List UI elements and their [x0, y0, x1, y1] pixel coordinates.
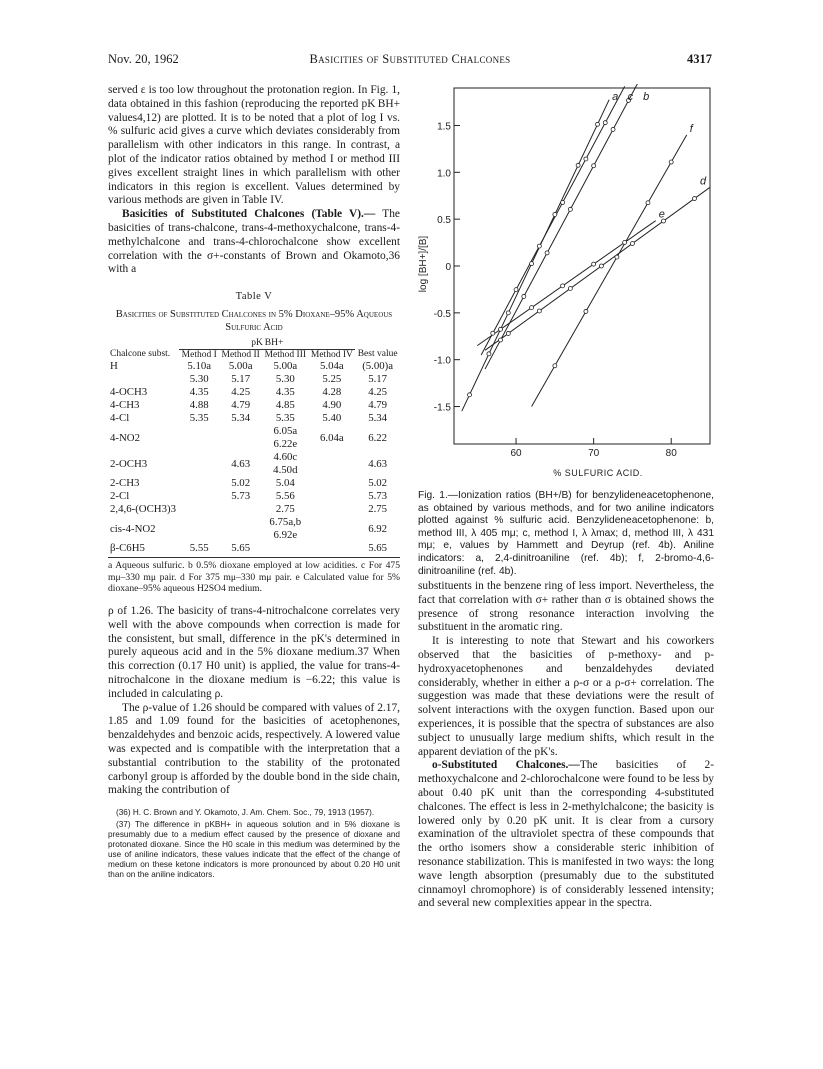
table-cell-subvalue: 4.50d [273, 464, 298, 477]
table-header-cell: Method II [221, 349, 260, 360]
table-cell-value: 4.63 [368, 457, 388, 470]
table-header-cell: Method III [264, 349, 307, 360]
y-tick-label: -0.5 [433, 308, 451, 320]
table-cell-subvalue: 6.75a,b [269, 516, 302, 529]
table-row [108, 503, 400, 516]
table-cell-substituent: 2-OCH3 [110, 457, 148, 470]
data-point-b [545, 251, 549, 255]
table-rule [108, 557, 400, 558]
table-footnote: a Aqueous sulfuric. b 0.5% dioxane employed at low acidities. c For 475 mμ–330 mμ pair. d For 375 mμ–330 mμ pair. e Calculated value for 5% dioxane–95% aqueous H2SO4 medium. [108, 560, 400, 595]
table-cell-substituent: 2-Cl [110, 490, 130, 503]
table-cell-value: 5.17 [368, 373, 388, 386]
table-cell-value [308, 503, 355, 516]
y-tick-label: -1.0 [433, 355, 451, 367]
table-header-row [108, 349, 400, 360]
line-label-e: e [658, 208, 665, 221]
table-row [108, 386, 400, 399]
line-label-f: f [689, 122, 693, 135]
x-tick-label: 80 [665, 448, 677, 459]
data-point-a [530, 262, 534, 266]
table-cell-value: 5.65 [231, 542, 251, 555]
table-cell-value [262, 542, 308, 555]
table-row [108, 412, 400, 425]
y-tick-label: 1.5 [437, 121, 451, 133]
table-cell-substituent: 2,4,6-(OCH3)3 [110, 503, 176, 516]
header-title: Basicities of Substituted Chalcones [309, 52, 511, 66]
footnote-37: (37) The difference in pKBH+ in aqueous solution and in 5% dioxane is presumably due to a medium effect caused by the presence of dioxane and protonated dioxane. Since the H0 scale in this medium was determined by the use of aniline indicators, these values indicate that the effect of the change of medium on these ketone indicators is more pronounced by about 0.20 H0 unit than on the aniline indicators. [108, 820, 400, 880]
table-cell-value [179, 425, 219, 451]
data-point-b [568, 207, 572, 211]
data-point-b [499, 338, 503, 342]
line-label-a: a [612, 91, 619, 103]
table-cell-value: 5.34 [368, 412, 388, 425]
series-line-a [462, 100, 609, 412]
left-paragraph-3: ρ of 1.26. The basicity of trans-4-nitrochalcone correlates very well with the above compounds when correction is made for the consistent, but small, difference in the pK's determined in purely aqueous acid and in the 5% dioxane medium.37 When this correction (0.17 H0 unit) is applied, the value for trans-4-nitrochalcone in the dioxane medium is −6.22; this value is included in calculating ρ. [108, 604, 400, 700]
table-cell-value: 5.00a [273, 360, 298, 373]
table-cell-value [262, 451, 308, 477]
table-cell-value [179, 503, 219, 516]
table-row [108, 399, 400, 412]
table-cell-value [219, 503, 262, 516]
data-point-c [584, 157, 588, 161]
table-cell-value: 5.04a [320, 360, 344, 373]
data-point-f [584, 309, 588, 313]
table-cell-subvalue: 6.05a [273, 425, 298, 438]
table-row [108, 451, 400, 477]
table-cell-value: 4.85 [275, 399, 295, 412]
table-row [108, 542, 400, 555]
table-cell-subvalue: 4.60c [273, 451, 298, 464]
footnote-36: (36) H. C. Brown and Y. Okamoto, J. Am. Chem. Soc., 79, 1913 (1957). [116, 808, 375, 818]
table-cell-value: 2.75 [368, 503, 388, 516]
table-cell-value: 4.90 [322, 399, 342, 412]
table-cell-value: 5.02 [231, 477, 251, 490]
data-point-a [576, 163, 580, 167]
table-cell-value: 5.04 [275, 477, 295, 490]
x-axis-label: % SULFURIC ACID. [553, 468, 643, 478]
right-paragraph-2: It is interesting to note that Stewart and his coworkers observed that the basicities of p-methoxy- and p-hydroxyacetophenones and benzaldehydes deviated considerably, whether in either a ρ-σ or a ρ-σ+ correlation. The suggestion was made that these deviations were the result of solvent interactions with the oxygen function. Based upon our experiences, it is possible that the spectra of substances are also subject to unusually large medium shifts, which result in the apparent deviation of the pK's. [418, 635, 714, 758]
x-tick-label: 60 [510, 448, 522, 459]
right-paragraph-3-text: The basicities of 2-methoxychalcone and 2-chlorochalcone were found to be less by about 0.40 pK unit than the corresponding 4-substituted chalcones. The effect is less in 2-methylchalcone; the basicity is lowered only by 0.20 pK unit. It is clear from a cursory examination of the ultraviolet spectra of these compounds that the ortho isomers show a considerable steric inhibition of resonance stabilization. This is manifested in two ways: the long wave length absorption (presumably due to the substituted cinnamoyl chromophore) is of considerably lessened intensity; and several new complexities appear in the spectra. [418, 759, 714, 910]
table-cell-value: 4.88 [189, 399, 209, 412]
table-cell-substituent: H [110, 360, 118, 373]
table-cell-value: 5.56 [275, 490, 295, 503]
table-cell-substituent [108, 373, 179, 386]
table-cell-value: 6.92 [368, 522, 388, 535]
table-cell-substituent: cis-4-NO2 [110, 522, 156, 535]
data-point-c [603, 121, 607, 125]
table-cell-value: 6.22 [368, 431, 388, 444]
table-cell-value [179, 451, 219, 477]
table-cell-value: 6.04a [320, 431, 344, 444]
table-cell-value [308, 516, 355, 542]
table-row [108, 516, 400, 542]
table-row [108, 490, 400, 503]
line-label-b: b [643, 91, 650, 103]
data-point-e [499, 327, 503, 331]
data-point-a [553, 212, 557, 216]
series-line-b [485, 84, 640, 369]
table-row [108, 477, 400, 490]
table-cell-value [179, 516, 219, 542]
table-cell-value: 4.28 [322, 386, 342, 399]
table-header-cell: Best value [357, 349, 398, 360]
series-line-c [481, 86, 625, 355]
data-point-e [592, 262, 596, 266]
table-cell-value: 5.00a [228, 360, 253, 373]
right-paragraph-3 [418, 759, 714, 911]
data-point-c [491, 331, 495, 335]
table-cell-substituent: 4-NO2 [110, 431, 140, 444]
y-axis-label: log [BH+]/[B] [418, 235, 429, 293]
data-point-c [514, 288, 518, 292]
table-cell-value [262, 516, 308, 542]
table-cell-value [219, 516, 262, 542]
series-line-e [477, 221, 655, 346]
table-cell-substituent: 2-CH3 [110, 477, 140, 490]
data-point-c [537, 244, 541, 248]
table-cell-value: 5.34 [231, 412, 251, 425]
table-cell-value [219, 425, 262, 451]
figure-caption: Fig. 1.—Ionization ratios (BH+/B) for benzylideneacetophenone, as obtained by various methods, and for two aniline indicators plotted against % sulfuric acid. Benzylideneacetophenone: b, method III, λ 405 mμ; c, method I, λ λmax; d, method III, λ 431 mμ; e, values by Hammett and Deyrup (ref. 4b). Aniline indicators: a, 2,4-dinitroaniline (ref. 4b); f, 2-bromo-4,6-dinitroaniline (ref. 4b). [418, 490, 714, 577]
line-label-d: d [700, 175, 707, 188]
table-cell-value: 5.30 [189, 373, 209, 386]
data-point-a [468, 393, 472, 397]
left-paragraph-2 [108, 208, 400, 277]
table-cell-value: 5.35 [189, 412, 209, 425]
table-cell-value: 4.25 [368, 386, 388, 399]
data-point-f [553, 364, 557, 368]
x-tick-label: 70 [588, 448, 600, 459]
data-point-d [630, 242, 634, 246]
data-point-b [592, 164, 596, 168]
y-tick-label: 0 [445, 262, 451, 273]
data-point-a [506, 311, 510, 315]
table-cell-value [308, 542, 355, 555]
left-paragraph-1: served ε is too low throughout the protonation region. In Fig. 1, data obtained in this fashion (reproducing the reported pK BH+ values4,12) are plotted. It is to be noted that a plot of log I vs. % sulfuric acid gives a curve which deviates considerably from parallelism with other indicators in this range. In contrast, a plot of the indicator ratios obtained by method I or method III gives excellent straight lines in which parallelism with other indicators in this region is excellent. Values determined by various methods are given in Table IV. [108, 84, 400, 207]
table-header-cell: Method IV [310, 349, 353, 360]
plot-frame [454, 88, 710, 444]
table-title: Table V [235, 291, 273, 303]
table-cell-value: 5.55 [189, 542, 209, 555]
table-cell-value: (5.00)a [362, 360, 394, 373]
table-cell-value [179, 477, 219, 490]
data-point-d [537, 309, 541, 313]
data-point-d [692, 197, 696, 201]
table-cell-value: 4.79 [368, 399, 388, 412]
table-cell-value: 5.35 [275, 412, 295, 425]
data-point-e [623, 240, 627, 244]
table-body [108, 360, 400, 555]
table-cell-value: 5.73 [231, 490, 251, 503]
figure-1-plot [418, 84, 714, 484]
right-paragraph-1: substituents in the benzene ring of less import. Nevertheless, the fact that correlation with σ+ rather than σ is obtained shows the presence of strong resonance interaction involving the substituent in the aromatic ring. [418, 580, 714, 634]
left-paragraph-2-text: The basicities of trans-chalcone, trans-4-methoxychalcone, trans-4-methylchalcone and trans-4-chlorochalcone show excellent correlation with the σ+-constants of Brown and Okamoto,36 with a [108, 208, 400, 276]
data-point-d [568, 286, 572, 290]
table-cell-value: 4.63 [231, 457, 251, 470]
left-column [108, 84, 400, 880]
table-header-cell: Method I [181, 349, 217, 360]
table-row [108, 373, 400, 386]
table-cell-value: 5.17 [231, 373, 251, 386]
header-date: Nov. 20, 1962 [108, 52, 179, 66]
table-row [108, 425, 400, 451]
table-caption: Basicities of Substituted Chalcones in 5% Dioxane–95% Aqueous Sulfuric Acid [115, 309, 393, 334]
table-cell-value: 4.35 [275, 386, 295, 399]
table-cell-value [308, 477, 355, 490]
table-cell-subvalue: 6.92e [273, 529, 298, 542]
table-cell-value: 5.65 [368, 542, 388, 555]
left-paragraph-4: The ρ-value of 1.26 should be compared with values of 2.17, 1.85 and 1.09 found for the basicities of acetophenones, benzaldehydes and benzoic acids, respectively. A lowered value was expected and is compatible with the interpretation that a substantial contribution to the stability of the protonated carbonyl group is afforded by the double bond in the side chain, making the contribution of [108, 701, 400, 797]
data-point-a [487, 352, 491, 356]
table-cell-value [179, 490, 219, 503]
data-point-f [615, 255, 619, 259]
pk-header: pK BH+ [179, 338, 355, 349]
table-cell-substituent: 4-CH3 [110, 399, 140, 412]
table-cell-value [262, 425, 308, 451]
table-cell-value: 5.30 [275, 373, 295, 386]
table-header-cell: Chalcone subst. [110, 349, 171, 360]
data-point-f [646, 201, 650, 205]
y-tick-label: -1.5 [433, 402, 451, 414]
data-point-b [522, 294, 526, 298]
figure-1 [418, 84, 714, 484]
table-v [108, 338, 400, 555]
data-point-b [611, 127, 615, 131]
footnotes [108, 808, 400, 880]
y-tick-label: 0.5 [437, 215, 451, 227]
section-head-basicities: Basicities of Substituted Chalcones (Table V).— [122, 208, 376, 221]
y-tick-label: 1.0 [437, 168, 451, 180]
data-point-e [530, 306, 534, 310]
table-cell-value: 4.79 [231, 399, 251, 412]
right-column [418, 580, 714, 911]
table-cell-substituent: 4-OCH3 [110, 386, 148, 399]
data-point-d [506, 331, 510, 335]
table-cell-value: 5.10a [187, 360, 212, 373]
table-cell-value: 4.25 [231, 386, 251, 399]
line-label-c: c [627, 91, 634, 103]
table-cell-value [308, 490, 355, 503]
page-header [108, 52, 712, 70]
table-row [108, 360, 400, 373]
table-cell-value [308, 451, 355, 477]
table-cell-value: 5.02 [368, 477, 388, 490]
series-line-d [485, 187, 710, 350]
data-point-c [561, 201, 565, 205]
table-cell-value: 2.75 [275, 503, 295, 516]
page-number: 4317 [687, 52, 712, 66]
data-point-a [596, 122, 600, 126]
data-point-e [561, 284, 565, 288]
data-point-f [669, 160, 673, 164]
table-cell-value: 5.73 [368, 490, 388, 503]
table-cell-substituent: β-C6H5 [110, 542, 145, 555]
data-point-d [599, 264, 603, 268]
table-cell-substituent: 4-Cl [110, 412, 130, 425]
table-cell-value: 5.25 [322, 373, 342, 386]
table-cell-value: 5.40 [322, 412, 342, 425]
table-cell-value: 4.35 [189, 386, 209, 399]
section-head-ortho: o-Substituted Chalcones.— [432, 759, 580, 772]
table-cell-subvalue: 6.22e [273, 438, 298, 451]
